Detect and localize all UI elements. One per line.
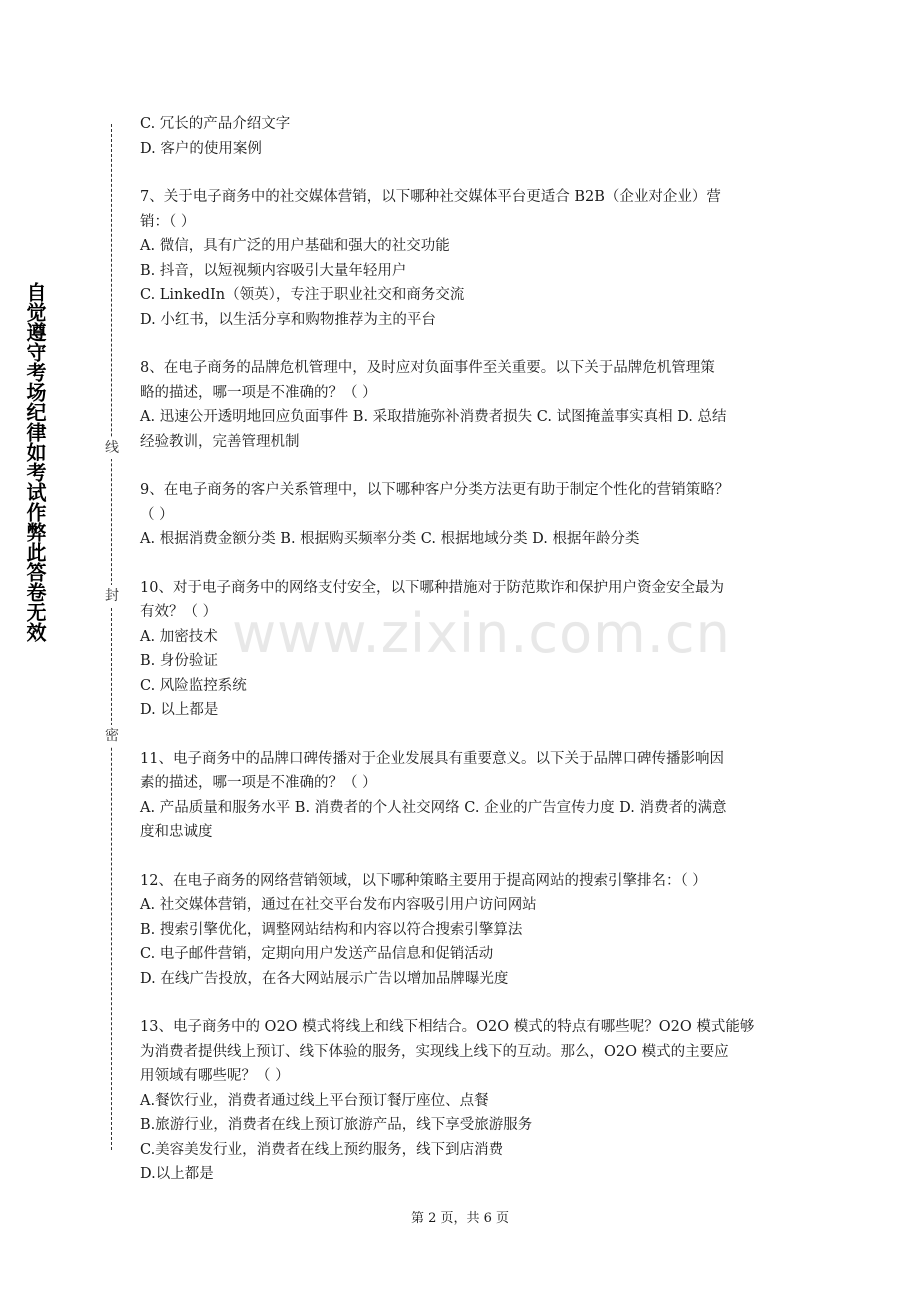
binding-mark-xian: 线 [103,437,121,459]
answer-option: C.美容美发行业，消费者在线上预约服务，线下到店消费 [140,1141,504,1158]
answer-option: D. 在线广告投放，在各大网站展示广告以增加品牌曝光度 [140,970,509,987]
question-stem-line: 13、电子商务中的 O2O 模式将线上和线下相结合。O2O 模式的特点有哪些呢？O2O 模式能够 [140,1019,755,1035]
question-block [140,478,788,552]
answer-option: B. 身份验证 [140,653,218,669]
question-block [140,356,788,454]
answer-option: D. 小红书，以生活分享和购物推荐为主的平台 [140,311,436,328]
answer-option: A. 根据消费金额分类 B. 根据购买频率分类 C. 根据地域分类 D. 根据年龄分类 [140,531,640,547]
question-stem-line: 11、电子商务中的品牌口碑传播对于企业发展具有重要意义。以下关于品牌口碑传播影响因 [140,750,724,767]
question-stem-line: 9、在电子商务的客户关系管理中，以下哪种客户分类方法更有助于制定个性化的营销策略？ [140,482,730,498]
question-list [140,112,788,1187]
answer-option: A. 迅速公开透明地回应负面事件 B. 采取措施弥补消费者损失 C. 试图掩盖事实真相 D. 总结 [140,409,727,425]
answer-option: B.旅游行业，消费者在线上预订旅游产品，线下享受旅游服务 [140,1117,533,1133]
question-block [140,869,788,992]
binding-dashed-line [111,124,112,1150]
answer-option: B. 抖音，以短视频内容吸引大量年轻用户 [140,262,407,279]
question-stem-line: 用领域有哪些呢？（ ） [140,1068,290,1084]
binding-mark-mi: 密 [103,725,121,747]
answer-option: A.餐饮行业，消费者通过线上平台预订餐厅座位、点餐 [140,1092,489,1109]
answer-option: D. 客户的使用案例 [140,140,262,157]
question-block [140,747,788,845]
question-block [140,112,788,161]
answer-option: C. 风险监控系统 [140,677,247,694]
answer-option: C. 冗长的产品介绍文字 [140,116,291,132]
answer-option: 度和忠诚度 [140,824,213,840]
question-stem-line: 7、关于电子商务中的社交媒体营销，以下哪种社交媒体平台更适合 B2B（企业对企业）营 [140,189,721,205]
question-stem-line: 为消费者提供线上预订、线下体验的服务，实现线上线下的互动。那么，O2O 模式的主要应 [140,1043,729,1060]
answer-option: A. 微信，具有广泛的用户基础和强大的社交功能 [140,238,450,254]
question-block [140,185,788,332]
question-stem-line: 8、在电子商务的品牌危机管理中，及时应对负面事件至关重要。以下关于品牌危机管理策 [140,360,715,376]
question-stem-line: 10、对于电子商务中的网络支付安全，以下哪种措施对于防范欺诈和保护用户资金安全最为 [140,579,724,596]
question-block [140,576,788,723]
question-block [140,1015,788,1187]
answer-option: C. 电子邮件营销，定期向用户发送产品信息和促销活动 [140,946,494,962]
answer-option: B. 搜索引擎优化，调整网站结构和内容以符合搜索引擎算法 [140,921,523,938]
answer-option: 经验教训，完善管理机制 [140,433,300,450]
question-stem-line: 略的描述，哪一项是不准确的？（ ） [140,384,377,401]
question-stem-line: 销：（ ） [140,213,196,230]
answer-option: C. LinkedIn（领英），专注于职业社交和商务交流 [140,287,465,303]
page-footer: 第 2 页，共 6 页 [410,1211,510,1226]
question-stem-line: 素的描述，哪一项是不准确的？（ ） [140,775,377,791]
question-stem-line: 有效？（ ） [140,604,218,620]
binding-mark-feng: 封 [103,585,121,607]
answer-option: A. 社交媒体营销，通过在社交平台发布内容吸引用户访问网站 [140,897,537,913]
answer-option: A. 产品质量和服务水平 B. 消费者的个人社交网络 C. 企业的广告宣传力度 D. 消费者的满意 [140,799,727,816]
answer-option: D. 以上都是 [140,702,219,718]
question-stem-line: 12、在电子商务的网络营销领域，以下哪种策略主要用于提高网站的搜索引擎排名：（ ） [140,872,707,889]
question-stem-line: （ ） [140,506,174,523]
answer-option: A. 加密技术 [140,628,218,645]
watermark: www.zixin.com.cn [232,602,731,665]
answer-option: D.以上都是 [140,1166,214,1182]
exam-discipline-notice: 自觉遵守考场纪律如考试作弊此答卷无效 [23,282,47,642]
